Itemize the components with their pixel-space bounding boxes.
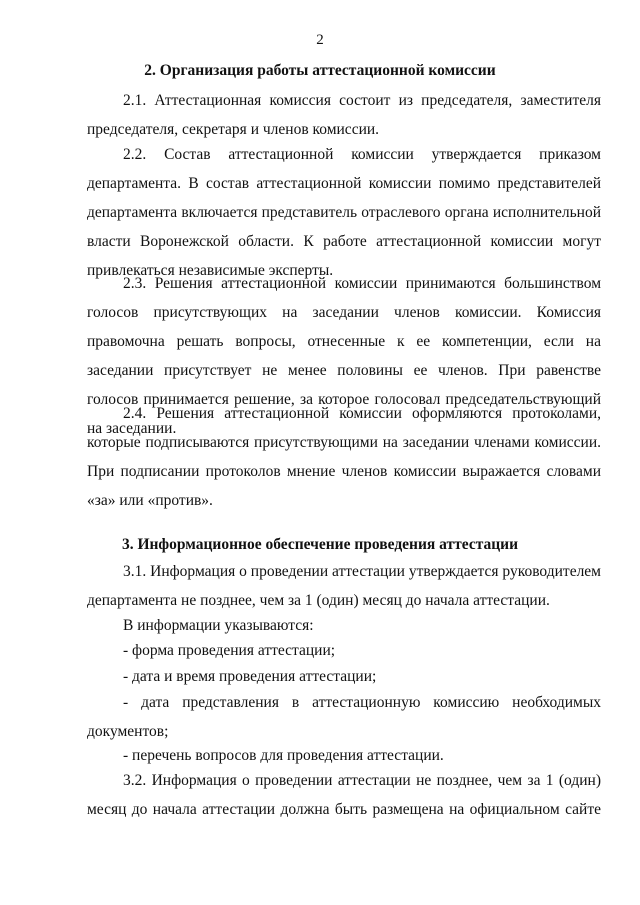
- section-2-heading: 2. Организация работы аттестационной комиссии: [144, 62, 496, 79]
- list-item: - перечень вопросов для проведения аттестации.: [123, 747, 444, 764]
- paragraph-2-3: 2.3. Решения аттестационной комиссии принимаются большинством голосов присутствующих на заседании членов комиссии. Комиссия правомочна решать вопросы, отнесенные к ее компетенции, если на заседании присутствует не менее половины ее членов. При равенстве голосов принимается решение, за которое голосовал председательствующий на заседании.: [87, 275, 601, 437]
- paragraph-3-2: 3.2. Информация о проведении аттестации не позднее, чем за 1 (один) месяц до начала аттестации должна быть размещена на официальном сайте: [87, 772, 601, 818]
- page-number: 2: [316, 32, 324, 48]
- list-item: - форма проведения аттестации;: [123, 642, 336, 659]
- paragraph-2-1: 2.1. Аттестационная комиссия состоит из председателя, заместителя председателя, секретаря и членов комиссии.: [87, 92, 601, 138]
- paragraph-3-1: 3.1. Информация о проведении аттестации утверждается руководителем департамента не позднее, чем за 1 (один) месяц до начала аттестации.: [87, 563, 601, 609]
- list-item: - дата и время проведения аттестации;: [123, 668, 377, 685]
- info-intro: В информации указываются:: [123, 617, 314, 634]
- paragraph-2-4: 2.4. Решения аттестационной комиссии оформляются протоколами, которые подписываются присутствующими на заседании членами комиссии. При подписании протоколов мнение членов комиссии выражается словами «за» или «против».: [87, 405, 601, 509]
- section-3-heading: 3. Информационное обеспечение проведения аттестации: [121, 536, 519, 553]
- paragraph-2-2: 2.2. Состав аттестационной комиссии утверждается приказом департамента. В состав аттестационной комиссии помимо представителей департамента включается представитель отраслевого органа исполнительной власти Воронежской области. К работе аттестационной комиссии могут привлекаться независимые эксперты.: [87, 146, 601, 279]
- list-item: - дата представления в аттестационную комиссию необходимых документов;: [87, 694, 601, 740]
